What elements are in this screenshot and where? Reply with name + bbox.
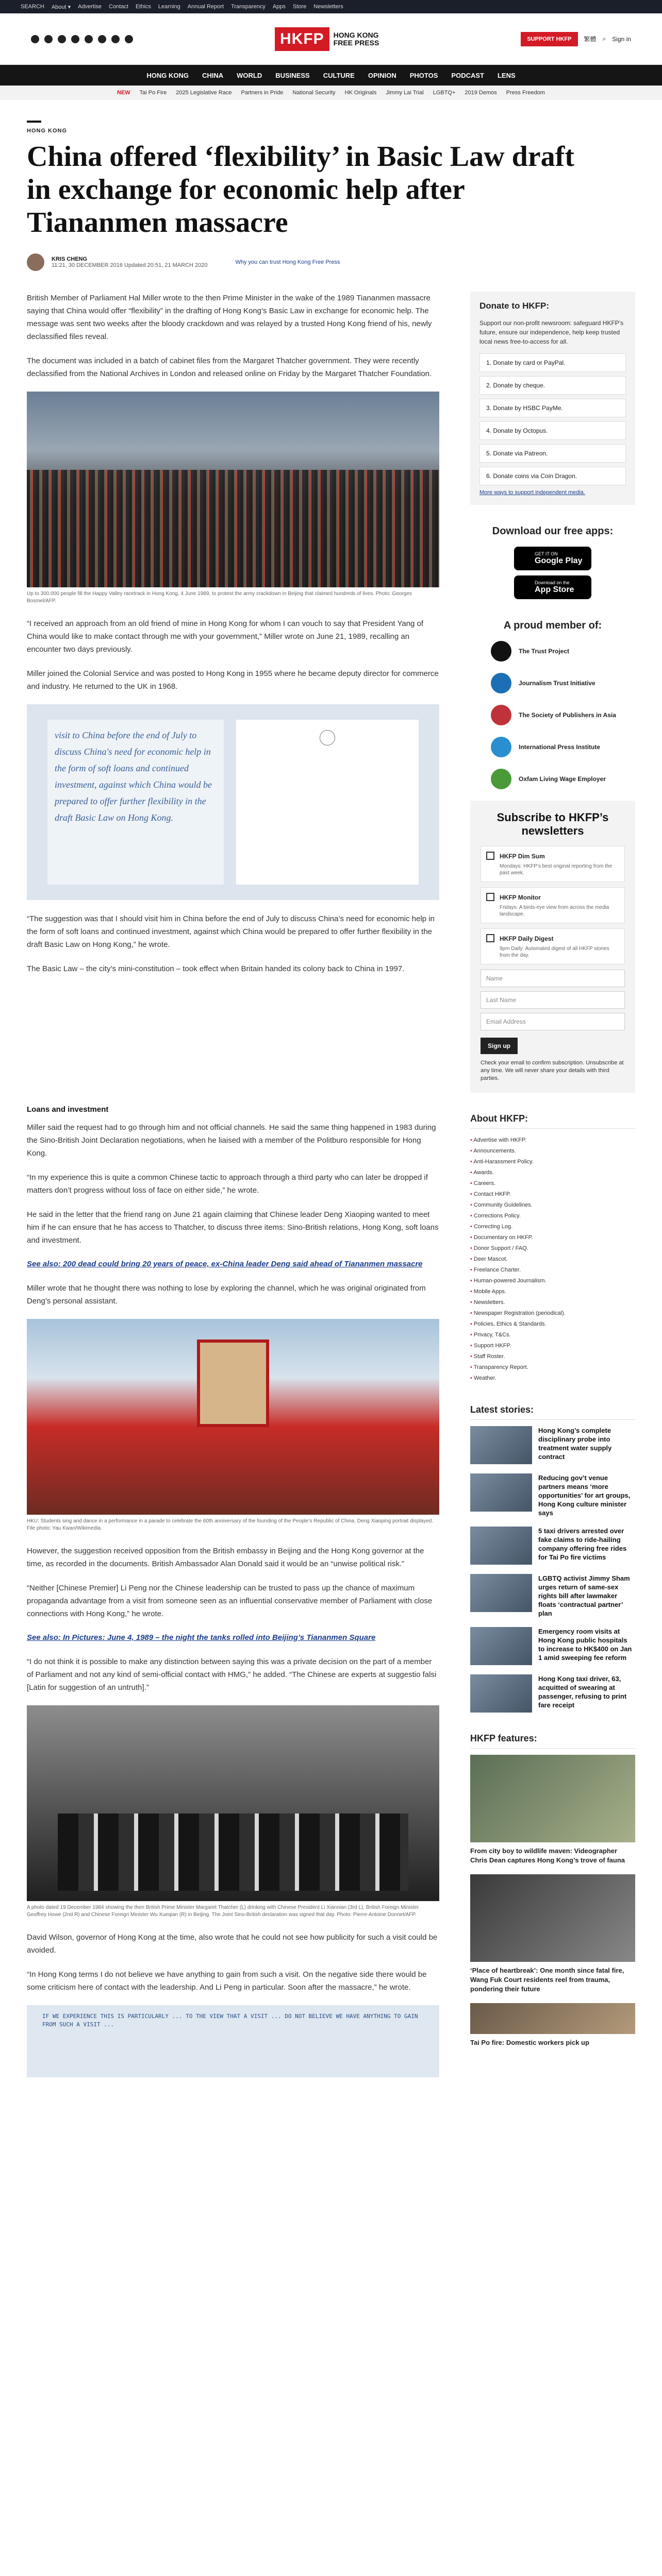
story-title: Hong Kong taxi driver, 63, acquitted of swearing at passenger, refusing to print fare receipt (538, 1675, 627, 1709)
nav-podcast[interactable]: PODCAST (451, 71, 484, 79)
checkbox[interactable] (486, 934, 494, 942)
masthead-actions (521, 32, 631, 46)
paragraph: Miller wrote that he thought there was nothing to lose by exploring the channel, which he was original originated from Deng’s personal assistant. (27, 1284, 426, 1306)
nav-photos[interactable]: PHOTOS (409, 71, 438, 79)
article-body (27, 292, 439, 2077)
paragraph: He said in the letter that the friend rang on June 21 again claiming that Chinese leader Deng Xiaoping wanted to meet him if he can ensure that he has access to Thatcher, to discuss three items: Sino-British relations, Hong Kong, soft loans and investment. (27, 1210, 439, 1245)
paragraph: “I do not think it is possible to make any distinction between saying this was a private decision on the part of a member of Parliament and not any kind of semi-official contact with HMG,” he added. “The Chinese are experts at suggestio falsi [Latin for suggestion of an untruth].” (27, 1657, 437, 1692)
paragraph: “In my experience this is quite a common Chinese tactic to approach through a third party who can later be dropped if matters don’t progress without loss of face on either side,” he wrote. (27, 1173, 428, 1195)
more-ways-link[interactable]: More ways to support independent media. (479, 489, 585, 496)
feature-title: Tai Po fire: Domestic workers pick up (470, 2039, 589, 2046)
article-header (27, 100, 635, 271)
feature-story[interactable] (470, 1874, 635, 1994)
language-link[interactable]: 繁體 (584, 36, 597, 43)
handwritten-letter: visit to China before the end of July to discuss China's need for economic help in the form of soft loans and continued investment, against which China would be prepared to offer further flexibility in the draft Basic Law on Hong Kong. (47, 720, 224, 885)
see-also-link[interactable]: See also: In Pictures: June 4, 1989 – the night the tanks rolled into Beijing’s Tiananmen Square (27, 1633, 376, 1642)
typed-letter (236, 720, 419, 885)
subnav-item[interactable]: Partners in Pride (241, 90, 284, 96)
story-thumbnail (470, 1674, 532, 1713)
newsletter-option[interactable] (481, 887, 625, 923)
checkbox[interactable] (486, 893, 494, 901)
name-input[interactable]: Name (481, 970, 625, 987)
feature-thumbnail (470, 2003, 635, 2034)
about-link[interactable]: • Privacy, T&Cs. (470, 1330, 635, 1341)
paragraph: British Member of Parliament Hal Miller wrote to the then Prime Minister in the wake of the 1989 Tiananmen massacre saying that China would offer “flexibility” in the drafting of Hong Kong’s Basic Law in exchange for economic help. The message was sent two weeks after the bloody crackdown and was relayed by a trusted Hong Kong friend of his, newly declassified files reveal. (27, 294, 432, 341)
logo-box: HKFP (275, 27, 329, 51)
about-link[interactable]: • Deer Mascot. (470, 1254, 635, 1265)
author-avatar (27, 253, 44, 271)
article-category[interactable]: HONG KONG (27, 128, 68, 134)
rss-icon[interactable] (125, 35, 133, 43)
subnav-item[interactable]: LGBTQ+ (433, 90, 456, 96)
caption: HKU: Students sing and dance in a performance in a parade to celebrate the 60th anniversary of the founding of the People’s Republic of China. Deng Xiaoping portrait displayed. File photo: Yau Kwan/Wikimedia. (27, 1518, 434, 1531)
about-link[interactable]: • Documentary on HKFP. (470, 1232, 635, 1243)
email-input[interactable]: Email Address (481, 1013, 625, 1030)
about-section (470, 1113, 635, 2047)
about-link[interactable]: • Transparency Report. (470, 1362, 635, 1373)
caption: A photo dated 19 December 1984 showing the then British Prime Minister Margaret Thatcher (L) drinking with Chinese President Li Xiannian (3rd L), British Foreign Minister Geoffrey Howe (2nd R) and Chinese Foreign Minister Wu Xueqian (R) in Beijing. The Joint Sino-British declaration was signed that day. Photo: Pierre-Antoine Donnet/AFP. (27, 1905, 419, 1918)
newsletter-option[interactable] (481, 928, 625, 964)
feature-title: ‘Place of heartbreak’: One month since fatal fire, Wang Fuk Court residents reel from trauma, pondering their future (470, 1967, 624, 1993)
nav-culture[interactable]: CULTURE (323, 71, 355, 79)
story-title: LGBTQ activist Jimmy Sham urges return of same-sex rights bill after lawmaker floats ‘contractual partner’ plan (538, 1574, 630, 1617)
oxfam-icon (491, 769, 511, 789)
about-link[interactable]: • Anti-Harassment Policy. (470, 1157, 635, 1167)
feature-thumbnail (470, 1755, 635, 1842)
member-trust-project[interactable] (491, 641, 635, 662)
subnav-item[interactable]: HK Originals (344, 90, 377, 96)
nav-china[interactable]: CHINA (202, 71, 224, 79)
donate-title: Donate to HKFP: (479, 301, 550, 311)
about-link[interactable]: • Freelance Charter. (470, 1265, 635, 1276)
member-jti[interactable] (491, 673, 635, 693)
gp-small: GET IT ON (535, 551, 558, 556)
nav-world[interactable]: WORLD (237, 71, 262, 79)
newsletter-name: HKFP Daily Digest (500, 935, 554, 942)
as-small: Download on the (535, 580, 570, 585)
search-icon[interactable]: ⌕ (602, 35, 606, 42)
photo-thatcher-beijing (27, 1705, 439, 1901)
utility-bar (0, 0, 662, 13)
last-name-input[interactable]: Last Name (481, 991, 625, 1009)
main-nav (0, 65, 662, 86)
nav-hong-kong[interactable]: HONG KONG (146, 71, 189, 79)
logo-line1: HONG KONG (333, 30, 379, 39)
latest-title: Latest stories: (470, 1404, 635, 1420)
paragraph: “Neither [Chinese Premier] Li Peng nor the Chinese leadership can be trusted to pass up the chance of maximum propaganda advantage from a visit from someone seen as an influential conservative member of Parliament with close connections with Hong Kong,” he wrote. (27, 1584, 433, 1618)
logo-line2: FREE PRESS (333, 38, 379, 47)
util-newsletters[interactable]: Newsletters (313, 4, 343, 10)
subnav-item[interactable]: 2025 Legislative Race (176, 90, 232, 96)
newsletter-name: HKFP Dim Sum (500, 853, 545, 860)
figure-thatcher (27, 1705, 439, 1919)
story-title: Reducing gov’t venue partners means ‘more opportunities’ for art groups, Hong Kong culture minister says (538, 1474, 631, 1517)
about-link[interactable]: • Mobile Apps. (470, 1286, 635, 1297)
ipi-icon (491, 737, 511, 757)
about-link[interactable]: • Contact HKFP. (470, 1189, 635, 1200)
features-title: HKFP features: (470, 1733, 635, 1749)
social-links (31, 35, 133, 43)
about-link[interactable]: • Newsletters. (470, 1297, 635, 1308)
feature-story[interactable] (470, 2003, 635, 2047)
latest-story[interactable] (470, 1527, 635, 1565)
section-heading: Loans and investment (27, 1105, 109, 1114)
util-about[interactable]: About ▾ (51, 4, 71, 10)
paragraph: The document was included in a batch of cabinet files from the Margaret Thatcher government. They were recently declassified from the National Archives in London and released online on Friday by the Margaret Thatcher Foundation. (27, 357, 432, 378)
masthead (0, 13, 662, 65)
about-link[interactable]: • Correcting Log. (470, 1222, 635, 1232)
latest-story[interactable] (470, 1574, 635, 1618)
member-label: International Press Institute (519, 743, 601, 751)
about-link[interactable]: • Support HKFP. (470, 1341, 635, 1351)
about-link[interactable]: • Corrections Policy. (470, 1211, 635, 1222)
story-thumbnail (470, 1574, 532, 1612)
story-thumbnail (470, 1627, 532, 1665)
photo-wilson-telegram: IF WE EXPERIENCE THIS IS PARTICULARLY ... TO THE VIEW THAT A VISIT ... DO NOT BELIEVE WE HAVE ANYTHING TO GAIN FROM SUCH A VISIT ... (27, 2005, 439, 2077)
as-label: App Store (535, 585, 574, 594)
paragraph: David Wilson, governor of Hong Kong at the time, also wrote that he could not see how publicity for such a visit could be avoided. (27, 1933, 438, 1955)
subnav-item[interactable]: Press Freedom (506, 90, 545, 96)
latest-story[interactable] (470, 1426, 635, 1464)
paragraph: “I received an approach from an old friend of mine in Hong Kong for whom I can vouch to say that President Yang of China would like to make contact through me with your government,” Miller wrote on June 21, 1989, recalling an encounter two days previously. (27, 619, 424, 654)
content-columns (27, 292, 635, 2077)
new-label: NEW (117, 90, 130, 96)
donate-text: Support our non-profit newsroom: safeguard HKFP’s future, ensure our independence, help keep trusted local news free-to-access for all. (479, 319, 624, 345)
nav-business[interactable]: BUSINESS (275, 71, 310, 79)
nav-lens[interactable]: LENS (497, 71, 516, 79)
member-ipi[interactable] (491, 737, 635, 757)
util-annual-report[interactable]: Annual Report (187, 4, 224, 10)
about-link[interactable]: • Community Guidelines. (470, 1200, 635, 1211)
figure-letter (27, 704, 439, 900)
donate-option[interactable]: 2. Donate by cheque. (479, 376, 626, 395)
util-contact[interactable]: Contact (109, 4, 128, 10)
youtube-icon[interactable] (85, 35, 93, 43)
instagram-icon[interactable] (58, 35, 66, 43)
twitter-icon[interactable] (44, 35, 53, 43)
story-thumbnail (470, 1527, 532, 1565)
category-bar (27, 121, 41, 123)
byline (27, 253, 635, 271)
story-title: Emergency room visits at Hong Kong public hospitals to increase to HK$400 on Jan 1 amid sweeping fee reform (538, 1628, 632, 1662)
about-link[interactable]: • Awards. (470, 1167, 635, 1178)
paragraph: “The suggestion was that I should visit him in China before the end of July to discuss China’s need for economic help in the form of soft loans and continued investment, against which China would be prepared to offer further flexibility in the draft Basic Law on Hong Kong,” he wrote. (27, 914, 435, 949)
donate-option[interactable]: 4. Donate by Octopus. (479, 421, 626, 440)
feature-title: From city boy to wildlife maven: Videographer Chris Dean captures Hong Kong’s trove of fauna (470, 1847, 625, 1864)
jti-icon (491, 673, 511, 693)
telegram-icon[interactable] (98, 35, 106, 43)
sidebar (470, 292, 635, 2057)
latest-story[interactable] (470, 1473, 635, 1517)
story-thumbnail (470, 1426, 532, 1464)
support-button[interactable]: SUPPORT HKFP (521, 32, 577, 46)
gp-label: Google Play (535, 556, 583, 565)
figure-protest (27, 392, 439, 605)
caption: Up to 300,000 people fill the Happy Valley racetrack in Hong Kong, 4 June 1989, to protest the army crackdown in Beijing that claimed hundreds of lives. Photo: Georges Bosmel/AFP. (27, 591, 412, 604)
photo-deng-parade (27, 1319, 439, 1515)
site-logo[interactable] (275, 27, 379, 51)
deng-portrait (197, 1340, 269, 1427)
member-sopa[interactable] (491, 705, 635, 725)
donate-option[interactable]: 6. Donate coins via Coin Dragon. (479, 467, 626, 485)
member-title: A proud member of: (503, 620, 602, 631)
donate-option[interactable]: 5. Donate via Patreon. (479, 444, 626, 463)
article-title: China offered ‘flexibility’ in Basic Law draft in exchange for economic help after Tiananmen massacre (27, 141, 574, 239)
donate-options (479, 353, 626, 485)
subnav-item[interactable]: Tai Po Fire (139, 90, 167, 96)
app-store-button[interactable] (514, 575, 591, 599)
sign-up-button[interactable]: Sign up (481, 1038, 518, 1054)
story-title: 5 taxi drivers arrested over fake claims to ride-hailing company offering free rides for Tai Po fire victims (538, 1527, 627, 1561)
nav-opinion[interactable]: OPINION (368, 71, 396, 79)
page-container (27, 100, 635, 2077)
about-link[interactable]: • Careers. (470, 1178, 635, 1189)
paragraph: The Basic Law – the city’s mini-constitution – took effect when Britain handed its colony back to China in 1997. (27, 964, 405, 973)
member-label: Journalism Trust Initiative (519, 680, 595, 687)
member-oxfam[interactable] (491, 769, 635, 789)
donate-option[interactable]: 1. Donate by card or PayPal. (479, 353, 626, 372)
feature-thumbnail (470, 1874, 635, 1962)
util-ethics[interactable]: Ethics (135, 4, 151, 10)
donate-option[interactable]: 3. Donate by HSBC PayMe. (479, 399, 626, 417)
about-link[interactable]: • Donor Support / FAQ. (470, 1243, 635, 1254)
ad-space (27, 987, 439, 1090)
sign-in-link[interactable]: Sign in (612, 35, 631, 43)
subnav-item[interactable]: National Security (292, 90, 336, 96)
sub-nav (0, 86, 662, 100)
article-dates: 11:21, 30 DECEMBER 2016 Updated 20:51, 21 MARCH 2020 (52, 262, 208, 268)
photo-miller-letter (27, 704, 439, 900)
about-link[interactable]: • Announcements. (470, 1146, 635, 1157)
subnav-item[interactable]: Jimmy Lai Trial (386, 90, 424, 96)
author-name[interactable]: KRIS CHENG (52, 256, 88, 262)
newsletter-desc: 9pm Daily: Automated digest of all HKFP stories from the day. (500, 946, 609, 958)
newsletter-box (470, 801, 635, 1093)
util-transparency[interactable]: Transparency (231, 4, 266, 10)
newsletter-option[interactable] (481, 846, 625, 882)
latest-story[interactable] (470, 1627, 635, 1665)
photo-happy-valley-protest (27, 392, 439, 587)
threads-icon[interactable] (71, 35, 79, 43)
facebook-icon[interactable] (31, 35, 39, 43)
newsletter-name: HKFP Monitor (500, 894, 541, 901)
apps-title: Download our free apps: (492, 526, 614, 537)
figure-parade (27, 1319, 439, 1532)
util-store[interactable]: Store (293, 4, 307, 10)
util-search[interactable]: SEARCH (21, 4, 44, 10)
logo-text (334, 31, 379, 47)
see-also-link[interactable]: See also: 200 dead could bring 20 years of peace, ex-China leader Deng said ahead of Tiananmen massacre (27, 1260, 423, 1268)
feature-story[interactable] (470, 1755, 635, 1865)
about-title: About HKFP: (470, 1113, 635, 1129)
donate-box (470, 292, 635, 505)
about-link[interactable]: • Staff Roster. (470, 1351, 635, 1362)
trust-project-icon (491, 641, 511, 662)
paragraph: However, the suggestion received opposition from the British embassy in Beijing and the Hong Kong governor at the time, as recorded in the documents. British Ambassador Alan Donald said it would be an “unwise political risk.” (27, 1547, 424, 1568)
about-link[interactable]: • Weather. (470, 1373, 635, 1384)
email-icon[interactable] (111, 35, 120, 43)
newsletter-desc: Fridays: A birds-eye view from across the media landscape. (500, 905, 609, 917)
about-link[interactable]: • Advertise with HKFP. (470, 1135, 635, 1146)
story-thumbnail (470, 1473, 532, 1512)
subnav-item[interactable]: 2019 Demos (465, 90, 497, 96)
util-apps[interactable]: Apps (272, 4, 286, 10)
sopa-icon (491, 705, 511, 725)
google-play-button[interactable] (514, 547, 591, 570)
trust-link[interactable]: Why you can trust Hong Kong Free Press (235, 259, 340, 265)
member-label: The Trust Project (519, 648, 570, 655)
util-advertise[interactable]: Advertise (78, 4, 102, 10)
checkbox[interactable] (486, 852, 494, 860)
member-label: Oxfam Living Wage Employer (519, 775, 606, 783)
newsletter-desc: Mondays: HKFP’s best original reporting from the past week. (500, 863, 613, 876)
paragraph: “In Hong Kong terms I do not believe we have anything to gain from such a visit. On the negative side there would be some criticism here of contact with the leadership. And Li Peng in particular. Soon after the massacre,” he wrote. (27, 1970, 427, 1992)
about-link[interactable]: • Human-powered Journalism. (470, 1276, 635, 1286)
about-link[interactable]: • Policies, Ethics & Standards. (470, 1319, 635, 1330)
util-learning[interactable]: Learning (158, 4, 180, 10)
paragraph: Miller joined the Colonial Service and was posted to Hong Kong in 1955 where he became deputy director for commerce and industry. He returned to the UK in 1968. (27, 669, 439, 691)
about-link[interactable]: • Newspaper Registration (periodical). (470, 1308, 635, 1319)
subscribe-note: Check your email to confirm subscription. Unsubscribe at any time. We will never share your details with third parties. (481, 1060, 624, 1081)
subscribe-title: Subscribe to HKFP’s newsletters (496, 811, 609, 837)
about-list (470, 1135, 635, 1384)
latest-story[interactable] (470, 1674, 635, 1713)
crest-icon (320, 730, 335, 745)
story-title: Hong Kong’s complete disciplinary probe into treatment water supply contract (538, 1427, 612, 1461)
paragraph: Miller said the request had to go through him and not official channels. He said the same thing happened in 1983 during the Sino-British Joint Declaration negotiations, when he liaised with a member of the Politburo responsible for Hong Kong. (27, 1123, 436, 1158)
member-label: The Society of Publishers in Asia (519, 711, 616, 719)
